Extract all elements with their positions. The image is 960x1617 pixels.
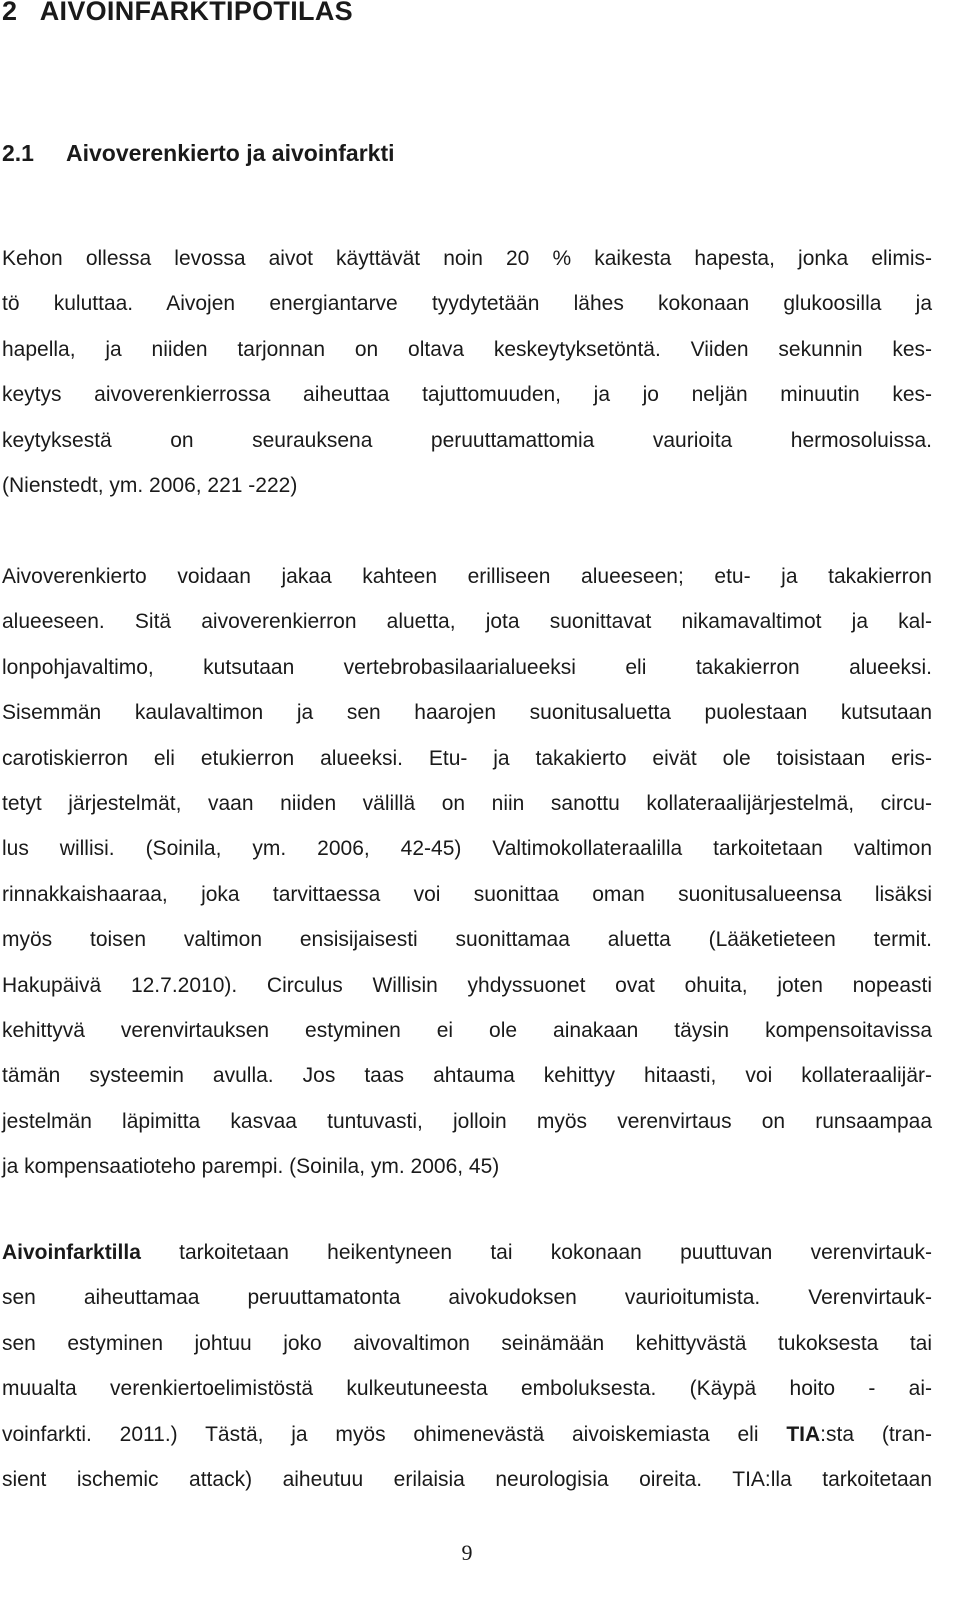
text-line: jestelmän läpimitta kasvaa tuntuvasti, jolloin myös verenvirtaus on runsaampaa — [2, 1109, 932, 1133]
paragraph-stroke-definition — [2, 1230, 932, 1502]
text-line: (Nienstedt, ym. 2006, 221 -222) — [2, 473, 298, 497]
text-line: lus willisi. (Soinila, ym. 2006, 42-45) Valtimokollateraalilla tarkoitetaan valtimon — [2, 837, 932, 861]
text-line: Aivoverenkierto voidaan jakaa kahteen erilliseen alueeseen; etu- ja takakierron — [2, 565, 932, 588]
text-fragment: :sta (tran- — [820, 1422, 933, 1446]
text-line: Sisemmän kaulavaltimon ja sen haarojen suonitusaluetta puolestaan kutsutaan — [2, 701, 932, 725]
text-line: tetyt järjestelmät, vaan niiden välillä on niin sanottu kollateraalijärjestelmä, circu- — [2, 791, 932, 815]
text-line: myös toisen valtimon ensisijaisesti suonittamaa aluetta (Lääketieteen termit. — [2, 928, 932, 952]
text-line: keytys aivoverenkierrossa aiheuttaa tajuttomuuden, ja jo neljän minuutin kes- — [2, 383, 932, 407]
chapter-title: 2 AIVOINFARKTIPOTILAS — [2, 0, 353, 26]
text-line: keytyksestä on seurauksena peruuttamattomia vaurioita hermosoluissa. — [2, 428, 932, 452]
text-line: Hakupäivä 12.7.2010). Circulus Willisin yhdyssuonet ovat ohuita, joten nopeasti — [2, 973, 932, 997]
paragraph-circulation-areas — [2, 554, 932, 1189]
text-line: tö kuluttaa. Aivojen energiantarve tyydytetään lähes kokonaan glukoosilla ja — [2, 292, 932, 316]
text-line: sen aiheuttamaa peruuttamatonta aivokudoksen vaurioitumista. Verenvirtauk- — [2, 1286, 932, 1310]
term-aivoinfarktilla: Aivoinfarktilla — [2, 1241, 141, 1264]
section-number: 2.1 — [2, 140, 34, 166]
text-line: alueeseen. Sitä aivoverenkierron aluetta, jota suonittavat nikamavaltimot ja kal- — [2, 610, 932, 634]
text-line: tämän systeemin avulla. Jos taas ahtauma kehittyy hitaasti, voi kollateraalijär- — [2, 1064, 932, 1088]
text-line: carotiskierron eli etukierron alueeksi. Etu- ja takakierto eivät ole toisistaan eris- — [2, 746, 932, 770]
text-line — [2, 1230, 932, 1275]
text-line: sient ischemic attack) aiheutuu erilaisia neurologisia oireita. TIA:lla tarkoitetaan — [2, 1467, 932, 1491]
page-number: 9 — [461, 1540, 473, 1565]
section-heading — [2, 140, 395, 167]
term-tia: TIA — [786, 1422, 821, 1446]
text-fragment: voinfarkti. 2011.) Tästä, ja myös ohimenevästä aivoiskemiasta eli — [2, 1422, 787, 1446]
text-line: Kehon ollessa levossa aivot käyttävät noin 20 % kaikesta hapesta, jonka elimis- — [2, 247, 932, 270]
paragraph-oxygen-demand — [2, 236, 932, 508]
text-line: ja kompensaatioteho parempi. (Soinila, ym. 2006, 45) — [2, 1155, 500, 1179]
text-fragment: tarkoitetaan heikentyneen tai kokonaan puuttuvan verenvirtauk- — [140, 1241, 932, 1264]
text-line: lonpohjavaltimo, kutsutaan vertebrobasilaarialueeksi eli takakierron alueeksi. — [2, 655, 932, 679]
text-line: muualta verenkiertoelimistöstä kulkeutuneesta emboluksesta. (Käypä hoito - ai- — [2, 1377, 932, 1401]
text-line: sen estyminen johtuu joko aivovaltimon seinämään kehittyvästä tukoksesta tai — [2, 1331, 932, 1355]
text-line: hapella, ja niiden tarjonnan on oltava keskeytyksetöntä. Viiden sekunnin kes- — [2, 337, 932, 361]
section-title: Aivoverenkierto ja aivoinfarkti — [66, 140, 395, 166]
text-line: kehittyvä verenvirtauksen estyminen ei ole ainakaan täysin kompensoitavissa — [2, 1018, 932, 1042]
text-line: rinnakkaishaaraa, joka tarvittaessa voi suonittaa oman suonitusalueensa lisäksi — [2, 882, 932, 906]
text-line — [2, 1412, 932, 1457]
